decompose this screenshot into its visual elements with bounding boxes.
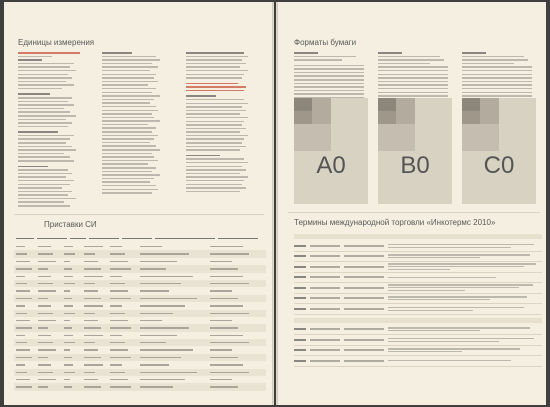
incoterms-group-header [294, 234, 542, 239]
paper-formats-heading: Форматы бумаги [294, 38, 357, 47]
table-row [14, 258, 266, 265]
table-row [14, 310, 266, 317]
table-row [14, 243, 266, 250]
series-a-table [294, 52, 368, 104]
table-row [14, 250, 266, 257]
series-label: A0 [316, 152, 346, 179]
sheet-diagram-c0 [462, 98, 536, 204]
section-divider [288, 212, 540, 213]
table-row [14, 295, 266, 302]
sheet-diagram-a0 [294, 98, 368, 204]
series-label: B0 [400, 152, 430, 179]
section-divider [14, 214, 264, 215]
si-prefixes-table [14, 234, 266, 396]
table-row [14, 280, 266, 287]
units-column-2 [102, 52, 172, 196]
si-prefixes-heading: Приставки СИ [44, 220, 97, 229]
right-page [276, 2, 546, 405]
table-row [14, 361, 266, 368]
table-row [14, 332, 266, 339]
table-row [14, 354, 266, 361]
series-label: C0 [483, 152, 515, 179]
incoterms-table [294, 234, 542, 367]
table-row [14, 265, 266, 272]
table-row [14, 273, 266, 280]
table-row [14, 317, 266, 324]
units-heading: Единицы измерения [18, 38, 95, 47]
units-column-1 [18, 52, 88, 209]
table-row [14, 287, 266, 294]
table-row [14, 346, 266, 353]
incoterms-heading: Термины международной торговли «Инкотермс 2010» [294, 218, 496, 227]
table-row [14, 383, 266, 390]
units-column-3 [186, 52, 260, 194]
table-row [14, 324, 266, 331]
notebook-spread [4, 2, 546, 405]
table-row [14, 376, 266, 383]
table-row [14, 339, 266, 346]
table-header [14, 234, 266, 243]
table-row [14, 369, 266, 376]
table-row [14, 302, 266, 309]
sheet-diagram-b0 [378, 98, 452, 204]
incoterms-group-header [294, 318, 542, 323]
left-page [4, 2, 274, 405]
